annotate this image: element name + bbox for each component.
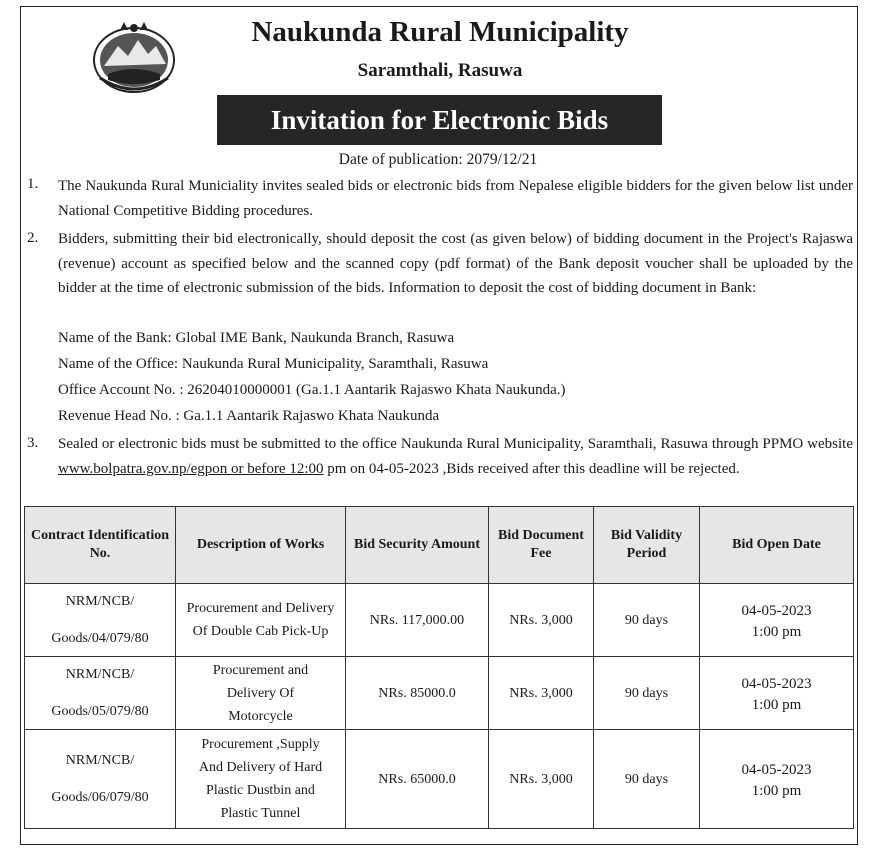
table-header-row bbox=[25, 507, 854, 584]
open-time: 1:00 pm bbox=[751, 623, 802, 640]
contract-id-line: Goods/06/079/80 bbox=[51, 790, 149, 805]
item-1-text: The Naukunda Rural Municiality invites sealed bids or electronic bids from Nepalese eligible bidders for the given below list under National Competitive Bidding procedures. bbox=[58, 178, 853, 219]
open-time: 1:00 pm bbox=[751, 696, 802, 713]
column-header: Bid Open Date bbox=[700, 507, 854, 584]
open-date-cell bbox=[700, 730, 854, 829]
revenue-head-line: Revenue Head No. : Ga.1.1 Aantarik Rajaswo Khata Naukunda bbox=[58, 408, 440, 424]
item-2-text: Bidders, submitting their bid electronically, should deposit the cost (as given below) of bidding document in the Project's Rajaswa (revenue) account as specified below and the scanned copy (pdf format) of the Bank deposit voucher shall be uploaded by the bidder at the time of electronic submission of the bids. Information to deposit the cost of bidding document in Bank: bbox=[58, 231, 853, 296]
open-date-cell bbox=[700, 584, 854, 657]
bids-table bbox=[24, 506, 854, 829]
column-header: Bid Document Fee bbox=[489, 507, 594, 584]
open-time: 1:00 pm bbox=[751, 782, 802, 799]
table-row bbox=[25, 730, 854, 829]
contract-id-line: NRM/NCB/ bbox=[65, 667, 135, 682]
contract-id-line: Goods/04/079/80 bbox=[51, 631, 149, 646]
description-cell: Procurement ,Supply And Delivery of Hard Plastic Dustbin and Plastic Tunnel bbox=[176, 730, 346, 829]
contract-id-line: Goods/05/079/80 bbox=[51, 704, 149, 719]
office-name-line: Name of the Office: Naukunda Rural Municipality, Saramthali, Rasuwa bbox=[58, 356, 489, 372]
column-header: Description of Works bbox=[176, 507, 346, 584]
contract-id-line: NRM/NCB/ bbox=[65, 753, 135, 768]
open-date-cell bbox=[700, 657, 854, 730]
validity-cell: 90 days bbox=[594, 657, 700, 730]
table-row bbox=[25, 657, 854, 730]
account-number-line: Office Account No. : 26204010000001 (Ga.1.1 Aantarik Rajaswo Khata Naukunda.) bbox=[58, 382, 566, 398]
contract-id-line: NRM/NCB/ bbox=[65, 594, 135, 609]
organization-name: Naukunda Rural Municipality bbox=[251, 16, 629, 48]
document-fee-cell: NRs. 3,000 bbox=[489, 657, 594, 730]
bank-name-line: Name of the Bank: Global IME Bank, Naukunda Branch, Rasuwa bbox=[58, 330, 455, 346]
table-row bbox=[25, 584, 854, 657]
column-header: Bid Validity Period bbox=[594, 507, 700, 584]
bid-security-cell: NRs. 65000.0 bbox=[346, 730, 489, 829]
open-date: 04-05-2023 bbox=[741, 602, 812, 619]
contract-id-cell bbox=[25, 584, 176, 657]
validity-cell: 90 days bbox=[594, 730, 700, 829]
contract-id-cell bbox=[25, 730, 176, 829]
ppmo-website-link[interactable]: www.bolpatra.gov.np/egpon or before 12:00 bbox=[58, 460, 324, 477]
description-cell: Procurement and Delivery Of Double Cab Pick-Up bbox=[176, 584, 346, 657]
item-number: 2. bbox=[27, 230, 39, 246]
contract-id-cell bbox=[25, 657, 176, 730]
item-3-text-after: pm on 04-05-2023 ,Bids received after this deadline will be rejected. bbox=[323, 460, 740, 477]
document-fee-cell: NRs. 3,000 bbox=[489, 584, 594, 657]
document-fee-cell: NRs. 3,000 bbox=[489, 730, 594, 829]
notice-banner: Invitation for Electronic Bids bbox=[217, 95, 662, 145]
item-number: 3. bbox=[27, 435, 39, 451]
column-header: Contract Identification No. bbox=[25, 507, 176, 584]
item-number: 1. bbox=[27, 176, 39, 192]
validity-cell: 90 days bbox=[594, 584, 700, 657]
item-3-text bbox=[58, 432, 853, 481]
bid-security-cell: NRs. 117,000.00 bbox=[346, 584, 489, 657]
description-cell: Procurement and Delivery Of Motorcycle bbox=[176, 657, 346, 730]
item-3-text-before: Sealed or electronic bids must be submitted to the office Naukunda Rural Municipality, Saramthali, Rasuwa through PPMO website bbox=[58, 436, 853, 452]
bid-security-cell: NRs. 85000.0 bbox=[346, 657, 489, 730]
publication-date: Date of publication: 2079/12/21 bbox=[338, 151, 538, 168]
organization-location: Saramthali, Rasuwa bbox=[357, 60, 523, 81]
column-header: Bid Security Amount bbox=[346, 507, 489, 584]
open-date: 04-05-2023 bbox=[741, 761, 812, 778]
open-date: 04-05-2023 bbox=[741, 675, 812, 692]
